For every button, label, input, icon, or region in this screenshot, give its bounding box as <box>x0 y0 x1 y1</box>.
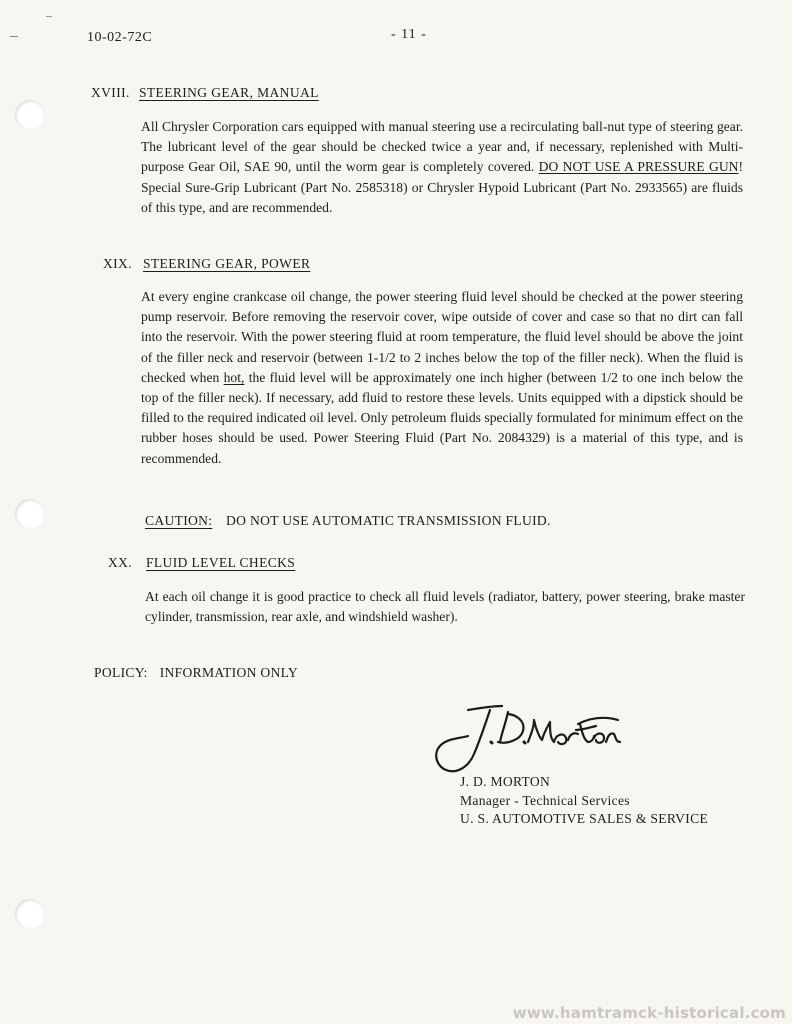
document-date: 10-02-72C <box>87 30 153 45</box>
handwritten-signature <box>428 702 623 782</box>
body-text: At every engine crankcase oil change, the power steering fluid level should be checked at the power steering pump reservoir. Before removing the reservoir cover, wipe outside of cover and case so that no dirt can fall into the reservoir. With the power steering fluid at room temperature, the fluid level should be above the joint of the filler neck and reservoir (between 1-1/2 to 2 inches below the top of the filler neck). When the fluid is checked when <box>141 289 743 385</box>
punch-hole-middle <box>15 499 45 529</box>
policy-label: POLICY: <box>94 665 148 680</box>
section-title: FLUID LEVEL CHECKS <box>146 555 296 570</box>
signer-title: Manager - Technical Services <box>460 792 630 808</box>
caution-text: DO NOT USE AUTOMATIC TRANSMISSION FLUID. <box>226 513 551 528</box>
caution-note <box>145 513 551 529</box>
punch-hole-top <box>15 100 45 130</box>
section-body <box>145 587 745 627</box>
scan-mark <box>10 36 18 37</box>
signature-block <box>445 773 708 829</box>
signer-organization: U. S. AUTOMOTIVE SALES & SERVICE <box>460 811 709 826</box>
body-text-underlined: hot, <box>223 369 245 385</box>
caution-label: CAUTION: <box>145 513 213 528</box>
body-text-underlined: DO NOT USE A PRESSURE GUN <box>538 159 739 175</box>
policy-value: INFORMATION ONLY <box>159 665 298 680</box>
scan-mark <box>46 16 52 17</box>
section-body <box>141 287 743 469</box>
section-number: XVIII. <box>91 85 130 100</box>
body-text: the fluid level will be approximately one inch higher (between 1/2 to one inch below the top of the filler neck). If necessary, add fluid to restore these levels. Units equipped with a dipstick should be filled to the required indicated oil level. Only petroleum fluids specially formulated for minimum effect on the rubber hoses should be used. Power Steering Fluid (Part No. 2084329) is a material of this type, and is recommended. <box>141 369 743 466</box>
body-text: At each oil change it is good practice to check all fluid levels (radiator, battery, power steering, brake master cylinder, transmission, rear axle, and windshield washer). <box>145 589 745 625</box>
section-title: STEERING GEAR, POWER <box>143 256 311 271</box>
section-number: XX. <box>108 555 133 570</box>
policy-line <box>94 665 298 681</box>
body-text: All Chrysler Corporation cars equipped with manual steering use a recirculating ball-nut type of steering gear. The lubricant level of the gear should be checked twice a year and, if necessary, replenished with Multi-purpose Gear Oil, SAE 90, until the worm gear is completely covered. <box>141 119 743 175</box>
body-text: ! Special Sure-Grip Lubricant (Part No. 2585318) or Chrysler Hypoid Lubricant (Part No. 2933565) are fluids of this type, and are recommended. <box>141 159 743 215</box>
page-number: - 11 - <box>391 27 427 42</box>
section-number: XIX. <box>103 256 132 271</box>
punch-hole-bottom <box>15 899 45 929</box>
watermark: www.hamtramck-historical.com <box>512 1004 786 1022</box>
signer-name: J. D. MORTON <box>460 774 551 789</box>
section-body <box>141 117 743 218</box>
section-title: STEERING GEAR, MANUAL <box>139 85 319 100</box>
